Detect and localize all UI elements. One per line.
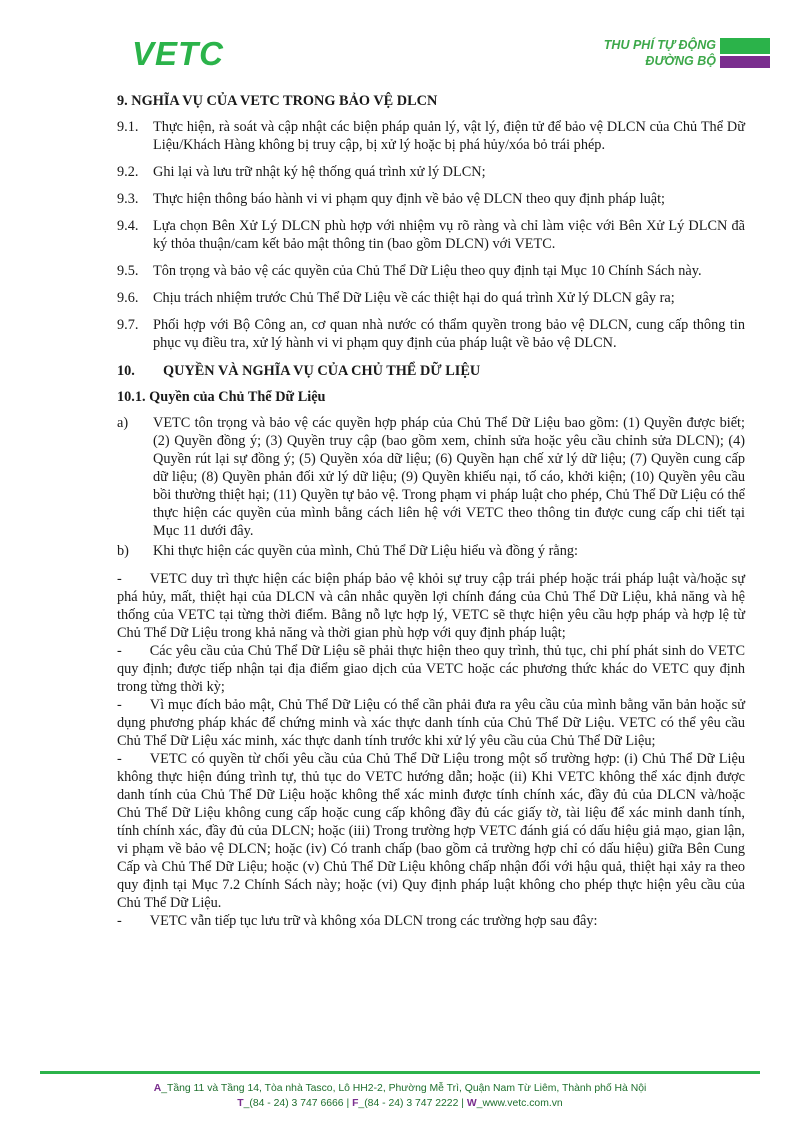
- list-item: [117, 289, 745, 307]
- item-text: Thực hiện thông báo hành vi vi phạm quy định về bảo vệ DLCN theo quy định pháp luật;: [153, 191, 666, 207]
- item-number: 9.1.: [117, 119, 139, 135]
- bullet-marker: -: [117, 571, 122, 587]
- tagline-line-1: THU PHÍ TỰ ĐỘNG: [603, 38, 716, 52]
- footer-contacts: T_(84 - 24) 3 747 6666 | F_(84 - 24) 3 747 2222 | W_www.vetc.com.vn: [237, 1098, 563, 1109]
- paragraph-b: [117, 542, 745, 560]
- bullet-marker: -: [117, 751, 122, 767]
- bullet-marker: -: [117, 643, 122, 659]
- bullet-marker: -: [117, 913, 122, 929]
- bullet-item: [117, 642, 745, 696]
- paragraph-text: Khi thực hiện các quyền của mình, Chủ Thể Dữ Liệu hiểu và đồng ý rằng:: [153, 543, 578, 559]
- bullet-text: VETC có quyền từ chối yêu cầu của Chủ Thể Dữ Liệu trong một số trường hợp: (i) Chủ Thể Dữ Liệu không thực hiện đúng trình tự, thủ tục do VETC hướng dẫn; hoặc (ii) Khi VETC không thể xác định được danh tính của Chủ Thể Dữ Liệu hoặc không thể xác minh được tính chính xác, đầy đủ của DLCN và/hoặc Chủ Thể Dữ Liệu không cung cấp hoặc cung cấp không đầy đủ các giấy tờ, tài liệu để xác minh danh tính, tính chính xác, đầy đủ của DLCN; hoặc (iii) Trong trường hợp VETC đánh giá có dấu hiệu giả mạo, gian lận, vi phạm về bảo vệ DLCN; hoặc (iv) Có tranh chấp (bao gồm cả trường hợp chỉ có dấu hiệu) giữa Bên Cung Cấp và Chủ Thể Dữ Liệu; hoặc (v) Chủ Thể Dữ Liệu không chấp nhận đối với hậu quả, thiệt hại xảy ra theo quy định tại Mục 7.2 Chính Sách này; hoặc (vi) Quy định pháp luật không cho phép thực hiện yêu cầu của Chủ Thể Dữ Liệu.: [117, 751, 745, 911]
- section-10-number: 10.: [117, 363, 135, 379]
- list-item: [117, 190, 745, 208]
- list-item: [117, 217, 745, 253]
- item-text: Tôn trọng và bảo vệ các quyền của Chủ Thể Dữ Liệu theo quy định tại Mục 10 Chính Sách này.: [153, 263, 702, 279]
- tagline-line-2: ĐƯỜNG BỘ: [645, 54, 716, 68]
- footer-address: A_Tầng 11 và Tầng 14, Tòa nhà Tasco, Lô HH2-2, Phường Mễ Trì, Quận Nam Từ Liêm, Thành phố Hà Nội: [153, 1083, 647, 1094]
- item-text: Phối hợp với Bộ Công an, cơ quan nhà nước có thẩm quyền trong bảo vệ DLCN, cung cấp thông tin phục vụ điều tra, xử lý hành vi vi phạm quy định của pháp luật về bảo vệ DLCN.: [153, 317, 745, 351]
- paragraph-label: a): [117, 415, 129, 431]
- bullet-text: VETC duy trì thực hiện các biện pháp bảo vệ khỏi sự truy cập trái phép hoặc trái pháp luật và/hoặc sự phá hủy, mất, thiệt hại của DLCN và cân nhắc quyền lợi chính đáng của Chủ Thể Dữ Liệu, khả năng và hệ thống của VETC tại từng thời điểm. Bằng nỗ lực hợp lý, VETC sẽ thực hiện yêu cầu hợp pháp và hợp lệ từ Chủ Thể Dữ Liệu trong khả năng và thời gian phù hợp với quy định pháp luật;: [117, 571, 745, 641]
- bullet-item: [117, 750, 745, 912]
- bullet-marker: -: [117, 697, 122, 713]
- purple-bar: [720, 56, 770, 68]
- bullet-item: [117, 570, 745, 642]
- section-9-title: 9. NGHĨA VỤ CỦA VETC TRONG BẢO VỆ DLCN: [117, 93, 438, 109]
- bullet-text: Các yêu cầu của Chủ Thể Dữ Liệu sẽ phải thực hiện theo quy trình, thủ tục, chi phí phát sinh do VETC quy định; được tiếp nhận tại địa điểm giao dịch của VETC hoặc các phương thức khác do VETC quy định trong từng thời kỳ;: [117, 643, 745, 695]
- footer-divider: [40, 1071, 760, 1074]
- item-text: Lựa chọn Bên Xử Lý DLCN phù hợp với nhiệm vụ rõ ràng và chỉ làm việc với Bên Xử Lý DLCN đã ký thỏa thuận/cam kết bảo mật thông tin (bao gồm DLCN) với VETC.: [153, 218, 745, 252]
- paragraph-label: b): [117, 543, 129, 559]
- section-10-heading: QUYỀN VÀ NGHĨA VỤ CỦA CHỦ THỂ DỮ LIỆU: [163, 363, 481, 379]
- item-number: 9.7.: [117, 317, 139, 333]
- item-number: 9.3.: [117, 191, 139, 207]
- item-text: Chịu trách nhiệm trước Chủ Thể Dữ Liệu về các thiệt hại do quá trình Xử lý DLCN gây ra;: [153, 290, 675, 306]
- header-tagline: [604, 37, 716, 69]
- subsection-title: 10.1. Quyền của Chủ Thể Dữ Liệu: [117, 389, 326, 405]
- header-color-bars: [720, 38, 770, 68]
- item-number: 9.2.: [117, 164, 139, 180]
- logo-text: VETC: [132, 35, 225, 72]
- green-bar: [720, 38, 770, 54]
- list-item: [117, 262, 745, 280]
- section-10-title: [117, 362, 745, 380]
- item-text: Ghi lại và lưu trữ nhật ký hệ thống quá trình xử lý DLCN;: [153, 164, 486, 180]
- bullet-text: VETC vẫn tiếp tục lưu trữ và không xóa DLCN trong các trường hợp sau đây:: [149, 913, 598, 929]
- list-item: [117, 163, 745, 181]
- document-body: [117, 92, 745, 930]
- bullet-text: Vì mục đích bảo mật, Chủ Thể Dữ Liệu có thể cần phải đưa ra yêu cầu của mình bằng văn bản hoặc sử dụng phương pháp khác để chứng minh và xác thực danh tính của Chủ Thể Dữ Liệu. VETC có thể yêu cầu Chủ Thể Dữ Liệu xác minh, xác thực danh tính trước khi xử lý yêu cầu của Chủ Thể Dữ Liệu;: [117, 697, 745, 749]
- list-item: [117, 316, 745, 352]
- bullet-item: [117, 912, 745, 930]
- item-number: 9.5.: [117, 263, 139, 279]
- item-number: 9.6.: [117, 290, 139, 306]
- item-number: 9.4.: [117, 218, 139, 234]
- vetc-logo: [132, 35, 225, 72]
- list-item: [117, 118, 745, 154]
- paragraph-text: VETC tôn trọng và bảo vệ các quyền hợp pháp của Chủ Thể Dữ Liệu bao gồm: (1) Quyền được biết; (2) Quyền đồng ý; (3) Quyền truy cập (bao gồm xem, chỉnh sửa hoặc yêu cầu chỉnh sửa DLCN); (4) Quyền rút lại sự đồng ý; (5) Quyền xóa dữ liệu; (6) Quyền hạn chế xử lý dữ liệu; (7) Quyền cung cấp dữ liệu; (8) Quyền phản đối xử lý dữ liệu; (9) Quyền khiếu nại, tố cáo, khởi kiện; (10) Quyền yêu cầu bồi thường thiệt hại; (11) Quyền tự bảo vệ. Trong phạm vi pháp luật cho phép, Chủ Thể Dữ Liệu có thể thực hiện các quyền của mình bằng cách liên hệ với VETC theo thông tin được cung cấp chi tiết tại Mục 11 dưới đây.: [153, 415, 745, 539]
- bullet-item: [117, 696, 745, 750]
- footer: [0, 1081, 800, 1111]
- paragraph-a: [117, 414, 745, 540]
- item-text: Thực hiện, rà soát và cập nhật các biện pháp quản lý, vật lý, điện tử để bảo vệ DLCN của Chủ Thể Dữ Liệu/Khách Hàng không bị truy cập, bị xử lý hoặc bị phá hủy/xóa bỏ trái phép.: [153, 119, 745, 153]
